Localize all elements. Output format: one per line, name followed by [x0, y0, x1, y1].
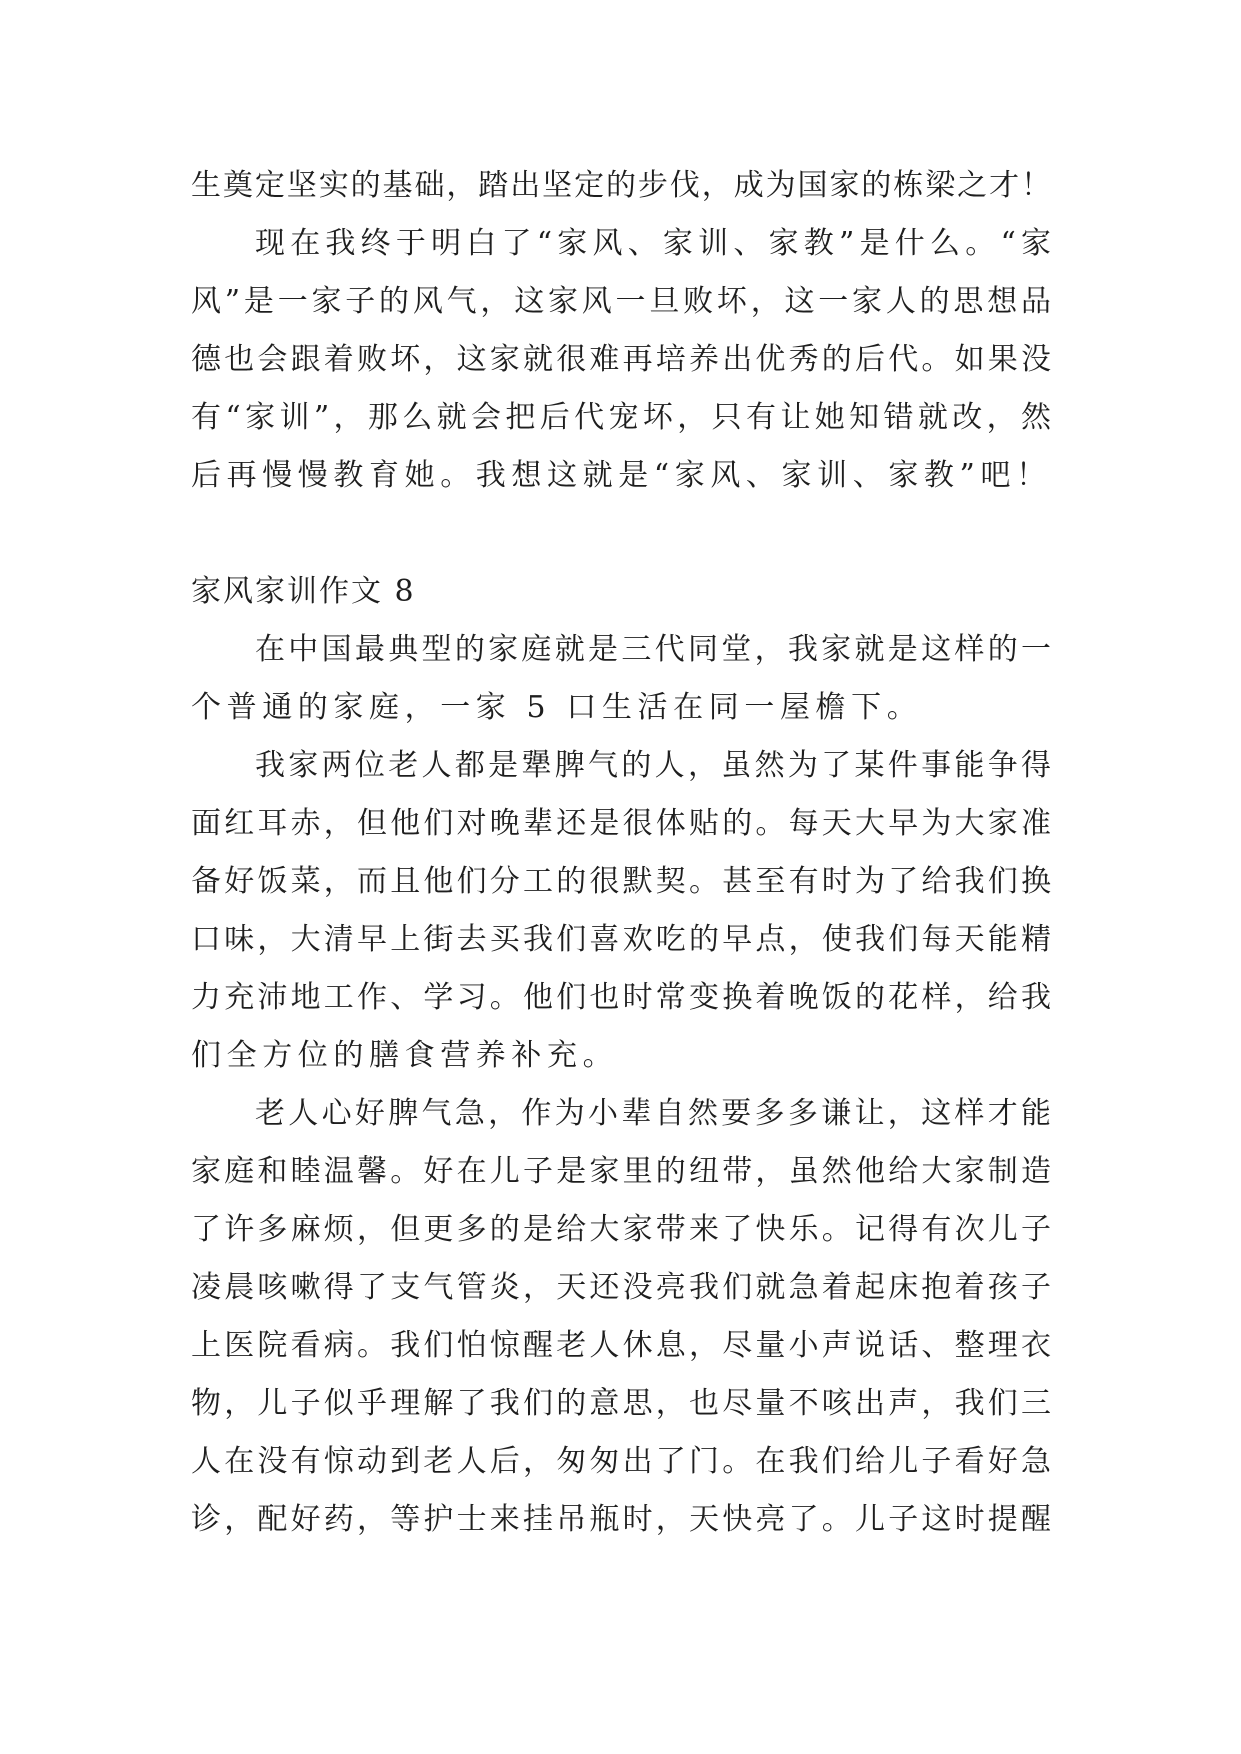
text-line: 风”是一家子的风气，这家风一旦败坏，这一家人的思想品 — [191, 284, 1051, 319]
text-line: 们全方位的膳食营养补充。 — [191, 1038, 619, 1073]
text-line: 力充沛地工作、学习。他们也时常变换着晚饭的花样，给我 — [191, 980, 1051, 1015]
text-line: 人在没有惊动到老人后，匆匆出了门。在我们给儿子看好急 — [191, 1444, 1051, 1479]
text-line: 诊，配好药，等护士来挂吊瓶时，天快亮了。儿子这时提醒 — [191, 1502, 1051, 1537]
paragraph-first-line: 我家两位老人都是犟脾气的人，虽然为了某件事能争得 — [255, 748, 1051, 783]
paragraph-first-line: 老人心好脾气急，作为小辈自然要多多谦让，这样才能 — [255, 1096, 1051, 1131]
text-line: 德也会跟着败坏，这家就很难再培养出优秀的后代。如果没 — [191, 342, 1051, 377]
text-line: 个普通的家庭，一家 5 口生活在同一屋檐下。 — [191, 690, 923, 725]
text-line: 后再慢慢教育她。我想这就是“家风、家训、家教”吧！ — [191, 458, 1052, 493]
paragraph-first-line: 在中国最典型的家庭就是三代同堂，我家就是这样的一 — [255, 632, 1051, 667]
text-line: 了许多麻烦，但更多的是给大家带来了快乐。记得有次儿子 — [191, 1212, 1051, 1247]
text-line: 口味，大清早上街去买我们喜欢吃的早点，使我们每天能精 — [191, 922, 1051, 957]
text-line: 凌晨咳嗽得了支气管炎，天还没亮我们就急着起床抱着孩子 — [191, 1270, 1051, 1305]
text-line: 面红耳赤，但他们对晚辈还是很体贴的。每天大早为大家准 — [191, 806, 1051, 841]
text-line: 上医院看病。我们怕惊醒老人休息，尽量小声说话、整理衣 — [191, 1328, 1051, 1363]
text-line: 家庭和睦温馨。好在儿子是家里的纽带，虽然他给大家制造 — [191, 1154, 1051, 1189]
text-line: 备好饭菜，而且他们分工的很默契。甚至有时为了给我们换 — [191, 864, 1051, 899]
paragraph-first-line: 现在我终于明白了“家风、家训、家教”是什么。“家 — [255, 226, 1051, 261]
text-line: 有“家训”，那么就会把后代宠坏，只有让她知错就改，然 — [191, 400, 1051, 435]
text-line: 物，儿子似乎理解了我们的意思，也尽量不咳出声，我们三 — [191, 1386, 1051, 1421]
text-line: 生奠定坚实的基础，踏出坚定的步伐，成为国家的栋梁之才！ — [191, 168, 1051, 203]
section-heading: 家风家训作文 8 — [191, 574, 416, 609]
